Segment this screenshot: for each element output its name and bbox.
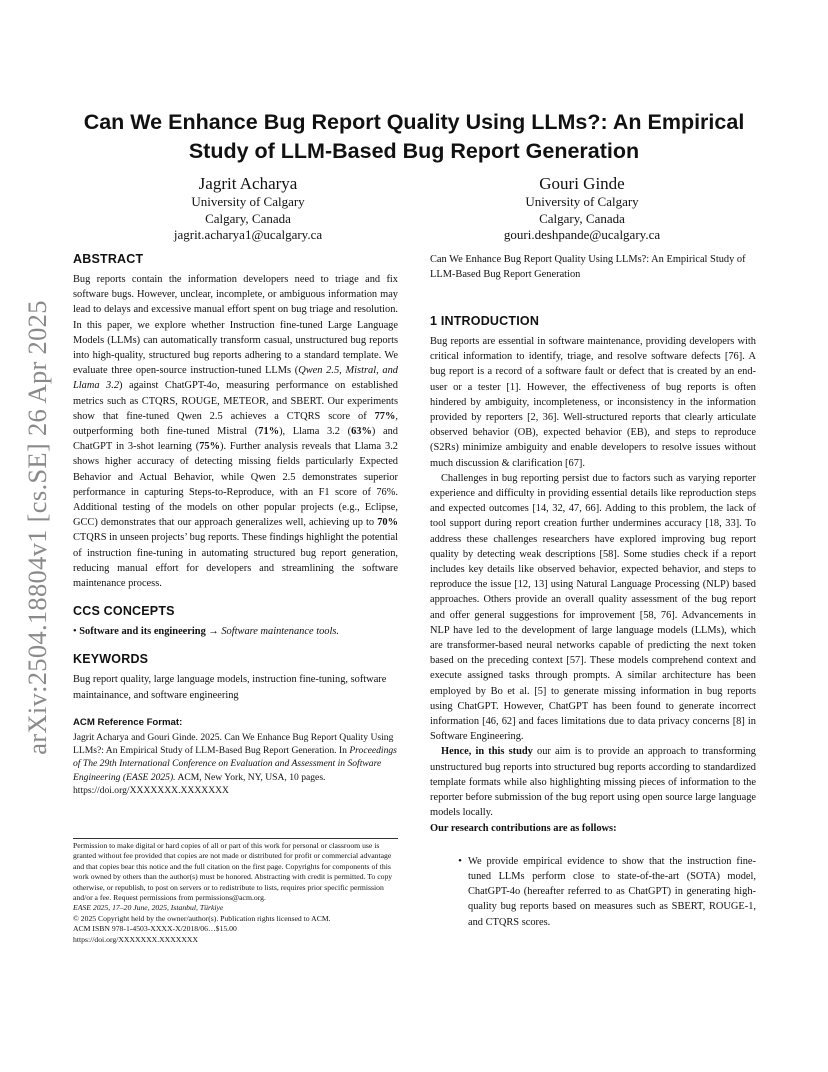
title-line-2: Study of LLM-Based Bug Report Generation xyxy=(188,139,640,163)
conference-venue: EASE 2025, 17–20 June, 2025, Istanbul, Türkiye xyxy=(73,903,224,913)
left-column xyxy=(73,251,398,797)
bullet-icon: • xyxy=(458,854,462,867)
running-title: Can We Enhance Bug Report Quality Using LLMs?: An Empirical Study of LLM-Based Bug Report Generation xyxy=(430,254,746,280)
author-block-1 xyxy=(148,174,348,244)
author-location: Calgary, Canada xyxy=(205,210,291,226)
acm-reference-block xyxy=(73,715,398,797)
intro-paragraph-2: Challenges in bug reporting persist due to factors such as varying reporter experience and difficulty in providing essential details like reproduction steps and expected outcomes [14, 32, 47, 66]. Adding to this problem, the lack of tool support during report creation further undermines accuracy [18, 33]. To address these challenges researchers have explored improving bug report quality by detecting weak descriptions [58]. Some studies check if a report includes key details like observed behavior, expected behavior, and steps to reproduce the issue [12, 13] using Natural Language Processing (NLP) based approaches. Others provide an overall quality assessment of the bug report and offer general suggestions for improvement [58, 76]. Advancements in NLP have led to the development of large language models (LLMs), which are transformer-based neural networks capable of predicting the next token based on the preceding context [57]. These models comprehend context and execute assigned tasks through prompts. A similar architecture has been employed by Bo et al. [5] to generate missing information in bug reports using ChatGPT. However, ChatGPT has been found to generate incorrect information [46, 62] and faces limitations due to data privacy concerns [8] in Software Engineering. xyxy=(430,472,756,743)
isbn-text: ACM ISBN 978-1-4503-XXXX-X/2018/06…$15.00 xyxy=(73,924,237,934)
author-affiliation: University of Calgary xyxy=(525,194,639,209)
title-line-1: Can We Enhance Bug Report Quality Using LLMs?: An Empirical xyxy=(83,110,745,134)
author-location: Calgary, Canada xyxy=(539,210,625,226)
intro-paragraph-3: Hence, in this study our aim is to provide an approach to transforming unstructured bug reports into structured bug reports according to standardized template formats while also highlighting missing pieces of information to the reporter before submission of the bug report using open source large language models locally. xyxy=(430,746,757,819)
ccs-concepts-text: • Software and its engineering → Software maintenance tools. xyxy=(73,626,340,638)
ccs-heading: CCS CONCEPTS xyxy=(73,604,175,619)
paper-title xyxy=(60,108,768,166)
arxiv-identifier-stamp xyxy=(20,292,54,762)
abstract-heading: ABSTRACT xyxy=(73,252,144,266)
acm-reference-text: Jagrit Acharya and Gouri Ginde. 2025. Can We Enhance Bug Report Quality Using LLMs?: An Empirical Study of LLM-Based Bug Report Generation. In Proceedings of The 29th International Conference on Evaluation and Assessment in Software Engineering (EASE 2025). ACM, New York, NY, USA, 10 pages. https://doi.org/XXXXXXX.XXXXXXX xyxy=(73,732,397,796)
right-column xyxy=(430,252,756,930)
author-affiliation: University of Calgary xyxy=(191,194,305,209)
contribution-list-item xyxy=(430,854,756,930)
keywords-heading: KEYWORDS xyxy=(73,652,149,667)
doi-text: https://doi.org/XXXXXXX.XXXXXXX xyxy=(73,934,198,944)
introduction-heading: 1 INTRODUCTION xyxy=(430,314,540,328)
abstract-text: Bug reports contain the information developers need to triage and fix software bugs. However, unclear, incomplete, or ambiguous information may lead to delays and excessive manual effort spent on bug triage and resolution. In this paper, we explore whether Instruction fine-tuned Large Language Models (LLMs) can automatically transform casual, unstructured bug reports into high-quality, structured bug reports adhering to a standard template. We evaluate three open-source instruction-tuned LLMs (Qwen 2.5, Mistral, and Llama 3.2) against ChatGPT-4o, measuring performance on established metrics such as CTQRS, ROUGE, METEOR, and SBERT. Our experiments show that fine-tuned Qwen 2.5 achieves a CTQRS score of 77%, outperforming both fine-tuned Mistral (71%), Llama 3.2 (63%) and ChatGPT in 3-shot learning (75%). Further analysis reveals that Llama 3.2 shows higher accuracy of detecting missing fields particularly Expected Behavior and Actual Behavior, while Qwen 2.5 demonstrates superior performance in capturing Steps-to-Reproduce, with an F1 score of 76%. Additional testing of the models on other popular projects (e.g., Eclipse, GCC) demonstrates that our approach generalizes well, achieving up to 70% CTQRS in unseen projects’ bug reports. These findings highlight the potential of instruction fine-tuning in automating structured bug report generation, reducing manual effort for developers and streamlining the software maintenance process. xyxy=(73,274,398,590)
intro-paragraph-1: Bug reports are essential in software maintenance, providing developers with critical information to identify, triage, and resolve software defects [76]. A bug report is a record of a software fault or defect that is created by an end-user or a tester [1]. However, the effectiveness of bug reports is often hindered by ambiguity, incompleteness, or inconsistency in the information provided by reporters [2, 36]. Well-structured reports that clearly articulate observed behavior (OB), expected behavior (EB), and steps to reproduce (S2Rs) minimize ambiguity and enable developers to resolve issues without much discussion & clarification [67]. xyxy=(430,336,756,469)
author-email: gouri.deshpande@ucalgary.ca xyxy=(503,227,661,242)
permission-text: Permission to make digital or hard copies of all or part of this work for personal or classroom use is granted without fee provided that copies are not made or distributed for profit or commercial advantage and that copies bear this notice and the full citation on the first page. Copyrights for components of this work owned by others than the author(s) must be honored. Abstracting with credit is permitted. To copy otherwise, or republish, to post on servers or to redistribute to lists, requires prior specific permission and/or a fee. Request permissions from permissions@acm.org. xyxy=(73,841,393,903)
acm-reference-heading: ACM Reference Format: xyxy=(73,716,183,728)
arxiv-identifier-text: arXiv:2504.18804v1 [cs.SE] 26 Apr 2025 xyxy=(21,299,52,755)
author-name: Gouri Ginde xyxy=(539,174,625,193)
author-block-2 xyxy=(482,174,682,244)
author-name: Jagrit Acharya xyxy=(198,174,298,193)
author-email: jagrit.acharya1@ucalgary.ca xyxy=(173,227,323,242)
copyright-notice: © 2025 Copyright held by the owner/author(s). Publication rights licensed to ACM. xyxy=(73,913,331,923)
permission-footnote xyxy=(73,838,398,945)
contribution-text: We provide empirical evidence to show that the instruction fine-tuned LLMs perform close to state-of-the-art (SOTA) model, ChatGPT-4o (hereafter referred to as ChatGPT) in generating high-quality bug reports based on measures such as SBERT, ROUGE-1, and CTQRS scores. xyxy=(468,855,756,928)
keywords-text: Bug report quality, large language models, instruction fine-tuning, software maintainance, and software engineering xyxy=(73,674,387,701)
contributions-lead: Our research contributions are as follows: xyxy=(430,822,617,834)
